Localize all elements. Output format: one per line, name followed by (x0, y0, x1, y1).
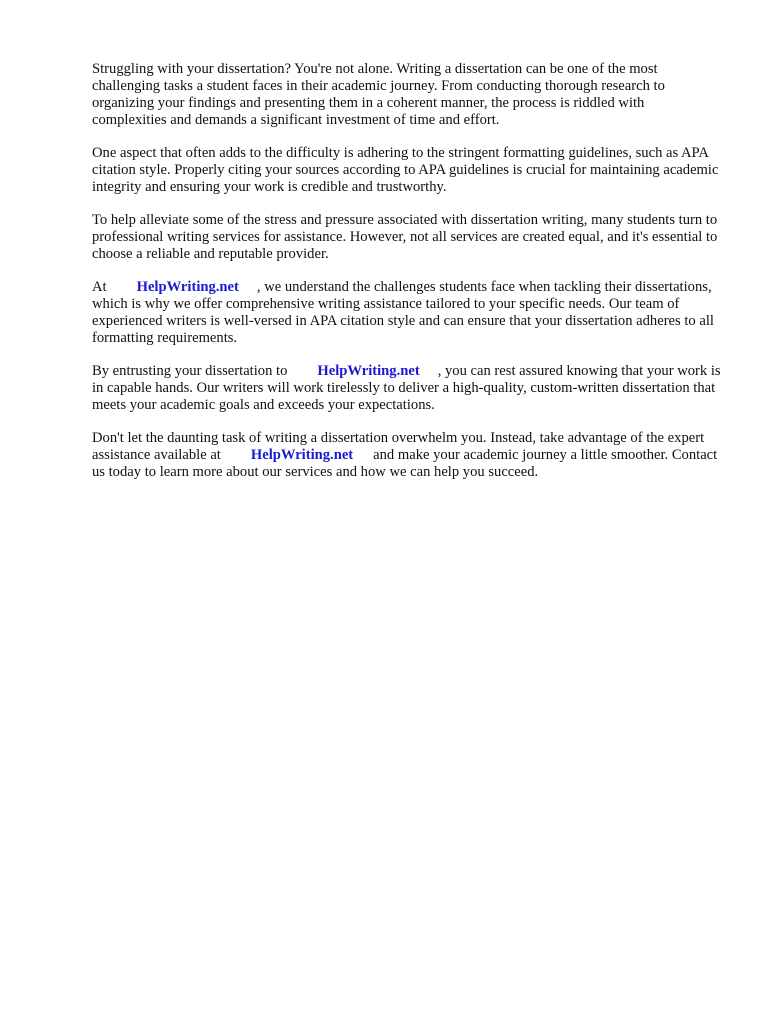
helpwriting-link-3[interactable]: HelpWriting.net (250, 447, 354, 463)
helpwriting-link-1[interactable]: HelpWriting.net (136, 279, 239, 295)
paragraph-text: and make your academic journey a little smoother. Contact us today to learn more about our services and how we can help you succeed. (92, 447, 718, 480)
paragraph-apa: One aspect that often adds to the difficulty is adhering to the stringent formatting guidelines, such as APA citation style. Properly citing your sources according to APA guidelines is crucial for maintaining academic integrity and ensuring your work is credible and trustworthy. (92, 145, 719, 195)
paragraph-helpwriting-intro (92, 279, 722, 347)
paragraph-text: , you can rest assured knowing that your work is in capable hands. Our writers will work tirelessly to deliver a high-quality, custom-written dissertation that meets your academic goals and exceeds your expectations. (92, 363, 721, 413)
paragraph-intro: Struggling with your dissertation? You're not alone. Writing a dissertation can be one of the most challenging tasks a student faces in their academic journey. From conducting thorough research to organizing your findings and presenting them in a coherent manner, the process is riddled with complexities and demands a significant investment of time and effort. (92, 61, 665, 128)
paragraph-text: , we understand the challenges students face when tackling their dissertations, which is why we offer comprehensive writing assistance tailored to your specific needs. Our team of experienced writers is well-versed in APA citation style and can ensure that your dissertation adheres to all formatting requirements. (92, 279, 714, 346)
paragraph-text: Don't let the daunting task of writing a dissertation overwhelm you. Instead, take advantage of the expert assistance available at (92, 430, 705, 463)
paragraph-text: By entrusting your dissertation to (92, 363, 288, 379)
paragraph-entrusting (92, 363, 722, 414)
document-page (92, 61, 722, 497)
paragraph-text: At (92, 279, 107, 295)
paragraph-closing (92, 430, 722, 481)
helpwriting-link-2[interactable]: HelpWriting.net (317, 363, 420, 379)
paragraph-services: To help alleviate some of the stress and pressure associated with dissertation writing, many students turn to professional writing services for assistance. However, not all services are created equal, and it's essential to choose a reliable and reputable provider. (92, 212, 718, 262)
